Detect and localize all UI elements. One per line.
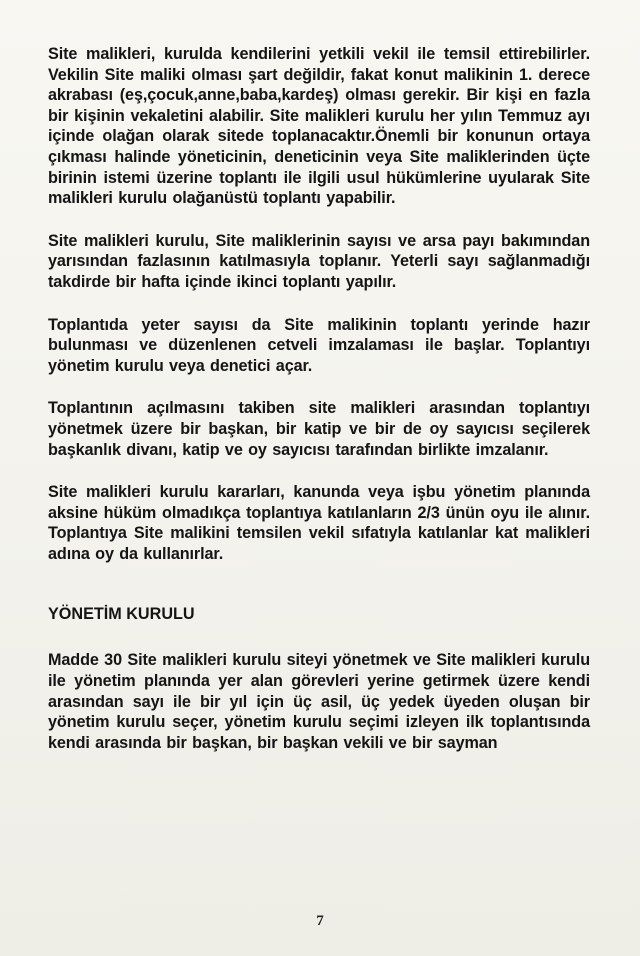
paragraph-article-30: Madde 30 Site malikleri kurulu siteyi yönetmek ve Site malikleri kurulu ile yönetim planında yer alan görevleri yerine getirmek üzere kendi arasından sayı ile bir yıl için üç asil, üç yedek üyeden oluşan bir yönetim kurulu seçer, yönetim kurulu seçimi izleyen ilk toplantısında kendi arasında bir başkan, bir başkan vekili ve bir sayman [48,651,590,752]
paragraph-meeting-start: Toplantıda yeter sayısı da Site malikinin toplantı yerinde hazır bulunması ve düzenlenen cetveli imzalaması ile başlar. Toplantıyı yönetim kurulu veya denetici açar. [48,315,590,375]
paragraph-proxy-and-meetings: Site malikleri, kurulda kendilerini yetkili vekil ile temsil ettirebilirler. Vekilin Site maliki olması şart değildir, fakat konut malikinin 1. derece akrabası (eş,çocuk,anne,baba,kardeş) olması gerekir. Bir kişi en fazla bir kişinin vekaletini alabilir. Site malikleri kurulu her yılın Temmuz ayı içinde olağan olarak sitede toplanacaktır.Önemli bir konunun ortaya çıkması halinde yöneticinin, deneticinin veya Site maliklerinden üçte birinin istemi üzerine toplantı ile ilgili usul hükümlerine uyularak Site malikleri kurulu olağanüstü toplantı yapabilir. [48,45,590,208]
paragraph-decisions: Site malikleri kurulu kararları, kanunda veya işbu yönetim planında aksine hüküm olmadıkça toplantıya katılanların 2/3 ünün oyu ile alınır. Toplantıya Site malikini temsilen vekil sıfatıyla katılanlar kat malikleri adına oy da kullanırlar. [48,483,590,563]
paragraph-quorum: Site malikleri kurulu, Site maliklerinin sayısı ve arsa payı bakımından yarısından fazlasının katılmasıyla toplanır. Yeterli sayı sağlanmadığı takdirde bir hafta içinde ikinci toplantı yapılır. [48,231,590,291]
section-heading: YÖNETİM KURULU [48,605,195,624]
paragraph-presidency-council: Toplantının açılmasını takiben site malikleri arasından toplantıyı yönetmek üzere bir başkan, bir katip ve bir de oy sayıcısı seçilerek başkanlık divanı, katip ve oy sayıcısı tarafından birlikte imzalanır. [48,399,590,459]
page-number: 7 [316,913,324,929]
